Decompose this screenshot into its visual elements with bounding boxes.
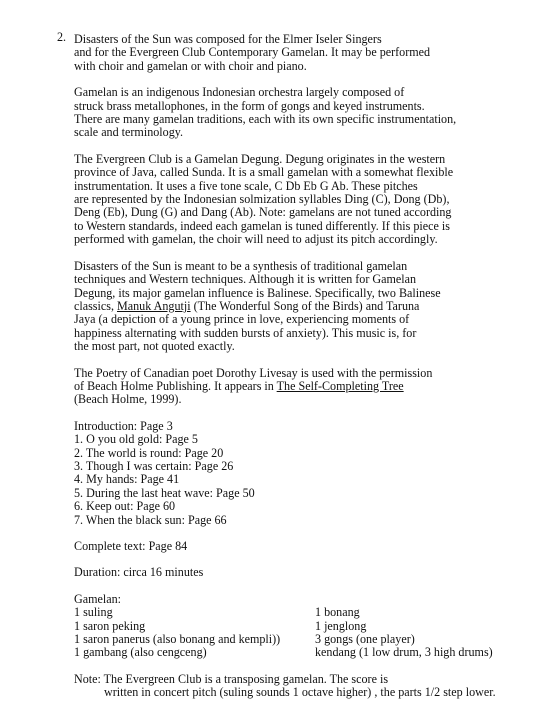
text-line: The Poetry of Canadian poet Dorothy Livesay is used with the permission	[74, 365, 433, 380]
text-line	[74, 313, 524, 326]
contents-entry: Introduction: Page 3	[74, 418, 173, 433]
text-line: and for the Evergreen Club Contemporary Gamelan. It may be performed	[74, 45, 431, 60]
contents-entry: 5. During the last heat wave: Page 50	[74, 485, 255, 500]
table-of-contents	[74, 420, 524, 527]
text-line: with choir and gamelan or with choir and piano.	[74, 58, 307, 73]
text-line: Note: The Evergreen Club is a transposing gamelan. The score is	[74, 671, 389, 686]
gamelan-description-paragraph	[74, 86, 524, 140]
work-title: Jaya	[74, 312, 96, 327]
poetry-credit-paragraph	[74, 367, 524, 407]
work-title: Manuk Angutji	[117, 298, 191, 313]
text-line: Gamelan is an indigenous Indonesian orchestra largely composed of	[74, 85, 405, 100]
complete-text-entry	[74, 540, 524, 553]
text-line: struck brass metallophones, in the form of gongs and keyed instruments.	[74, 98, 425, 113]
text-line: instrumentation. It uses a five tone scale, C Db Eb G Ab. These pitches	[74, 178, 418, 193]
instrument-item: 1 bonang	[315, 605, 360, 620]
text-line: performed with gamelan, the choir will need to adjust its pitch accordingly.	[74, 232, 438, 247]
instrumentation-section	[74, 593, 524, 660]
instrument-column-right	[315, 606, 524, 660]
preface-text	[74, 33, 524, 713]
text-line: are represented by the Indonesian solmization syllables Ding (C), Dong (Db),	[74, 192, 450, 207]
work-title: Taruna	[386, 298, 420, 313]
instrument-item: kendang (1 low drum, 3 high drums)	[315, 645, 493, 660]
instrument-item: 1 saron panerus (also bonang and kempli))	[74, 632, 281, 647]
instrument-item: 3 gongs (one player)	[315, 632, 415, 647]
evergreen-club-paragraph	[74, 153, 524, 247]
text-line: to Western standards, indeed each gamelan is tuned differently. If this piece is	[74, 218, 450, 233]
text-line: happiness alternating with sudden bursts of anxiety). This music is, for	[74, 325, 417, 340]
instrument-column-left	[74, 606, 315, 660]
transposition-note	[74, 673, 524, 700]
text-line	[74, 300, 524, 313]
text-line: Degung, its major gamelan influence is Balinese. Specifically, two Balinese	[74, 285, 441, 300]
contents-entry: 7. When the black sun: Page 66	[74, 512, 227, 527]
text-line	[74, 380, 524, 393]
text-fragment: of Beach Holme Publishing. It appears in	[74, 378, 277, 393]
instrument-item: 1 suling	[74, 605, 113, 620]
intro-paragraph	[74, 33, 524, 73]
text-line: The Evergreen Club is a Gamelan Degung. Degung originates in the western	[74, 151, 446, 166]
contents-entry: 3. Though I was certain: Page 26	[74, 458, 234, 473]
text-line: province of Java, called Sunda. It is a small gamelan with a somewhat flexible	[74, 165, 454, 180]
text-line: (Beach Holme, 1999).	[74, 392, 182, 407]
instrument-item: 1 jenglong	[315, 618, 367, 633]
text-line: the most part, not quoted exactly.	[74, 339, 235, 354]
text-line: techniques and Western techniques. Although it is written for Gamelan	[74, 272, 417, 287]
contents-entry: 6. Keep out: Page 60	[74, 499, 176, 514]
text-fragment: (a depiction of a young prince in love, experiencing moments of	[95, 312, 410, 327]
text-line: Disasters of the Sun was composed for the Elmer Iseler Singers	[74, 32, 382, 46]
text-line: scale and terminology.	[74, 125, 184, 140]
instrument-item: 1 saron peking	[74, 618, 146, 633]
page-number: 2.	[57, 30, 67, 44]
contents-entry: 4. My hands: Page 41	[74, 472, 180, 487]
text-line: Complete text: Page 84	[74, 539, 188, 553]
text-line: Duration: circa 16 minutes	[74, 565, 204, 580]
instrument-list	[74, 606, 524, 660]
contents-entry: 2. The world is round: Page 20	[74, 445, 224, 460]
text-line: Deng (Eb), Dung (G) and Dang (Ab). Note: gamelans are not tuned according	[74, 205, 452, 220]
text-fragment: (The Wonderful Song of the Birds) and	[190, 298, 386, 313]
instrumentation-heading: Gamelan:	[74, 591, 122, 606]
text-line: Disasters of the Sun is meant to be a synthesis of traditional gamelan	[74, 258, 408, 273]
synthesis-paragraph	[74, 260, 524, 354]
text-line: There are many gamelan traditions, each with its own specific instrumentation,	[74, 112, 457, 127]
contents-entry: 1. O you old gold: Page 5	[74, 432, 198, 447]
instrument-item: 1 gambang (also cengceng)	[74, 645, 207, 660]
text-fragment: classics,	[74, 298, 117, 313]
book-title: The Self-Completing Tree	[276, 378, 404, 393]
text-line: written in concert pitch (suling sounds 1 octave higher) , the parts 1/2 step lower.	[104, 685, 496, 700]
duration-entry	[74, 566, 524, 579]
